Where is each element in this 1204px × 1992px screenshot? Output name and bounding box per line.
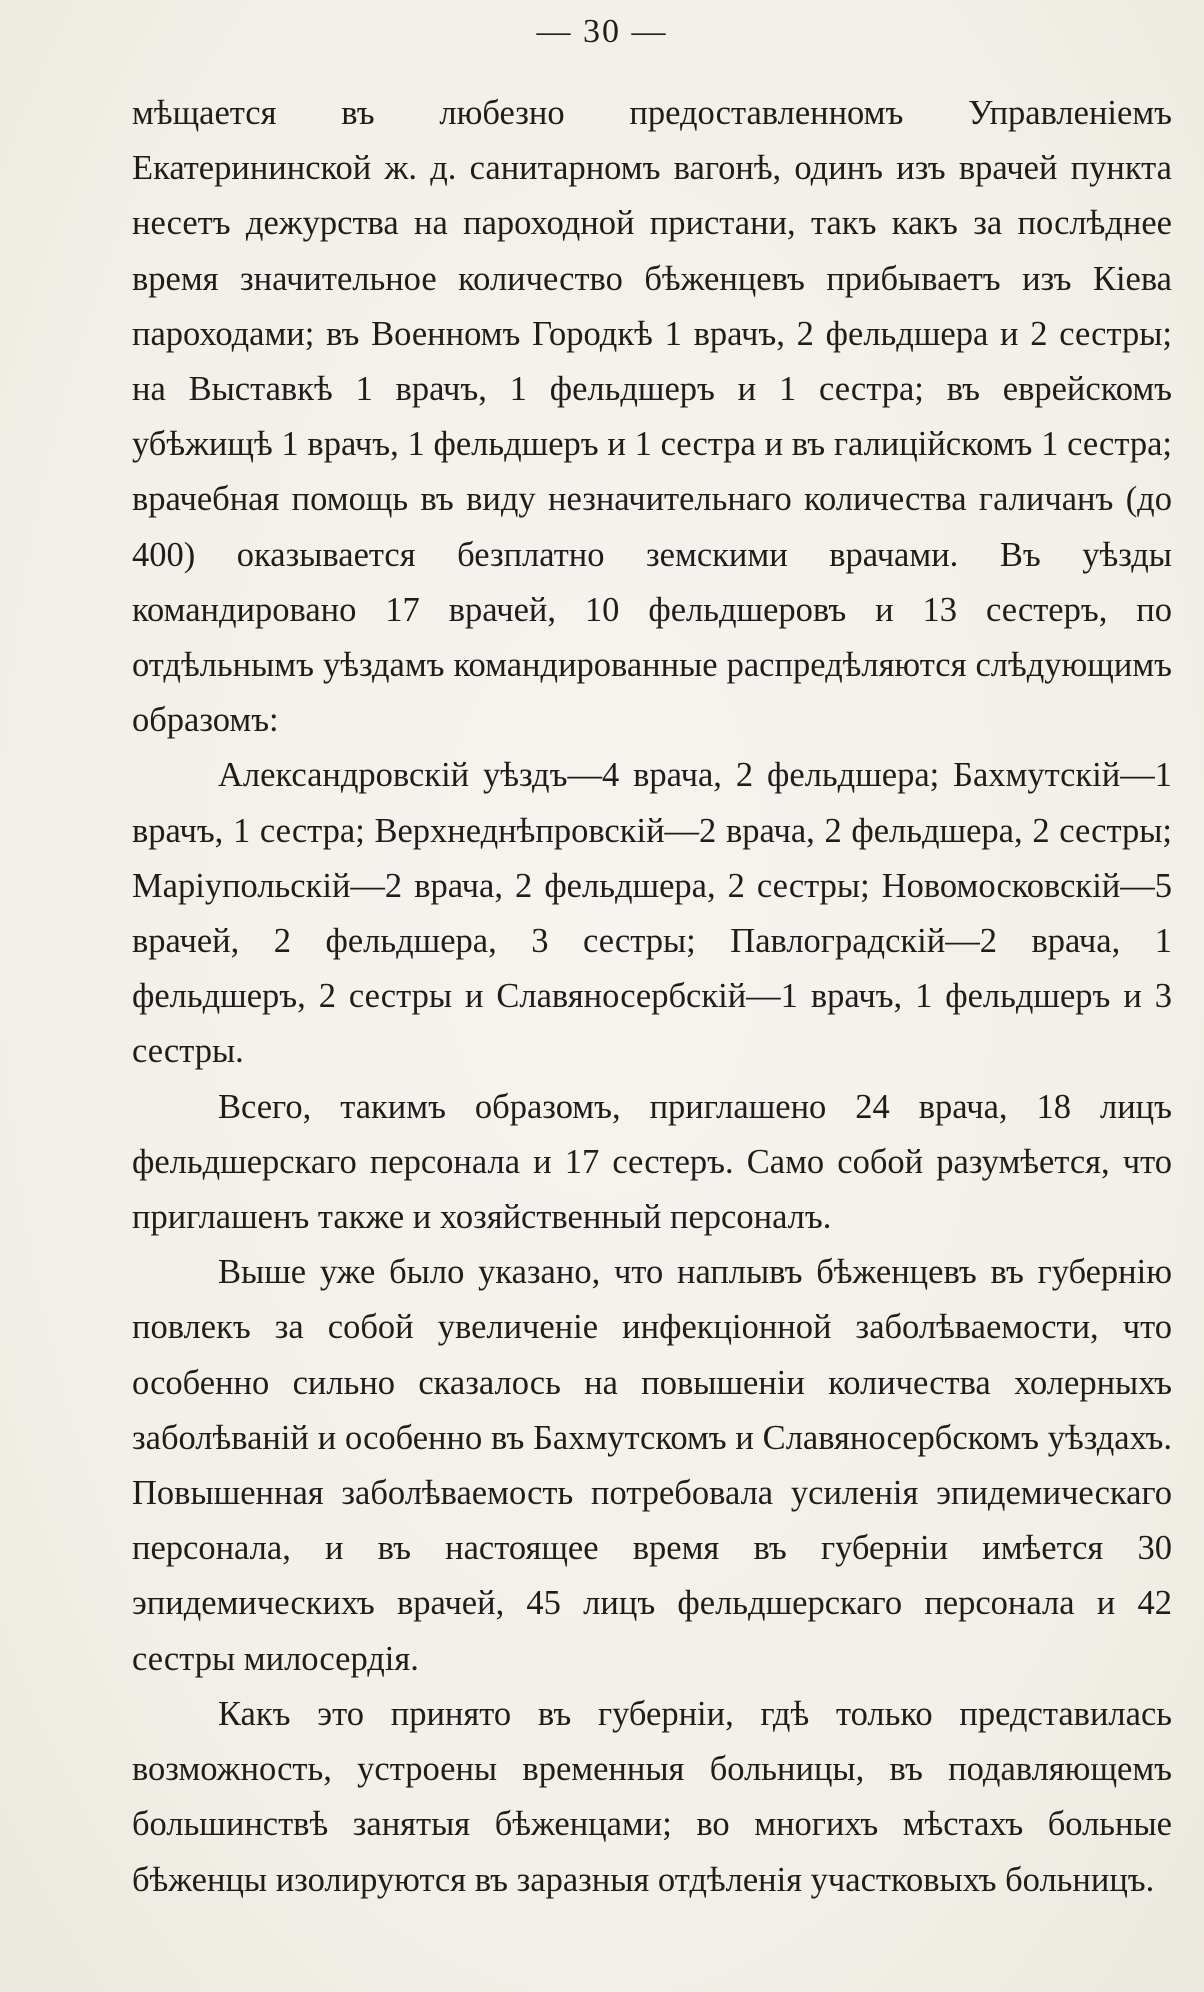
paragraph-3: Всего, такимъ образомъ, приглашено 24 врача, 18 лицъ фельдшерскаго персонала и 17 сестеръ. Само собой разумѣется, что приглашенъ также и хозяйственный персоналъ. — [132, 1087, 1172, 1237]
body-text — [132, 86, 1172, 1908]
paragraph-4: Выше уже было указано, что наплывъ бѣженцевъ въ губернію повлекъ за собой увеличеніе инфекціонной заболѣваемости, что особенно сильно сказалось на повышеніи количества холерныхъ заболѣваній и особенно въ Бахмутскомъ и Славяносербскомъ уѣздахъ. Повышенная заболѣваемость потребовала усиленія эпидемическаго персонала, и въ настоящее время въ губерніи имѣется 30 эпидемическихъ врачей, 45 лицъ фельдшерскаго персонала и 42 сестры милосердія. — [132, 1253, 1172, 1678]
paragraph-1: мѣщается въ любезно предоставленномъ Управленіемъ Екатерининской ж. д. санитарномъ вагонѣ, одинъ изъ врачей пункта несетъ дежурства на пароходной пристани, такъ какъ за послѣднее время значительное количество бѣженцевъ прибываетъ изъ Кіева пароходами; въ Военномъ Городкѣ 1 врачъ, 2 фельдшера и 2 сестры; на Выставкѣ 1 врачъ, 1 фельдшеръ и 1 сестра; въ еврейскомъ убѣжищѣ 1 врачъ, 1 фельдшеръ и 1 сестра и въ галиційскомъ 1 сестра; врачебная помощь въ виду незначительнаго количества галичанъ (до 400) оказывается безплатно земскими врачами. Въ уѣзды командировано 17 врачей, 10 фельдшеровъ и 13 сестеръ, по отдѣльнымъ уѣздамъ командированные распредѣляются слѣдующимъ образомъ: — [132, 94, 1172, 740]
paragraph-2: Александровскій уѣздъ—4 врача, 2 фельдшера; Бахмутскій—1 врачъ, 1 сестра; Верхнеднѣпровскій—2 врача, 2 фельдшера, 2 сестры; Маріупольскій—2 врача, 2 фельдшера, 2 сестры; Новомосковскій—5 врачей, 2 фельдшера, 3 сестры; Павлоградскій—2 врача, 1 фельдшеръ, 2 сестры и Славяносербскій—1 врачъ, 1 фельдшеръ и 3 сестры. — [132, 756, 1172, 1071]
paragraph-5: Какъ это принято въ губерніи, гдѣ только представилась возможность, устроены временныя больницы, въ подавляющемъ большинствѣ занятыя бѣженцами; во многихъ мѣстахъ больные бѣженцы изолируются въ заразныя отдѣленія участковыхъ больницъ. — [132, 1694, 1172, 1899]
page-number: — 30 — — [536, 13, 668, 50]
